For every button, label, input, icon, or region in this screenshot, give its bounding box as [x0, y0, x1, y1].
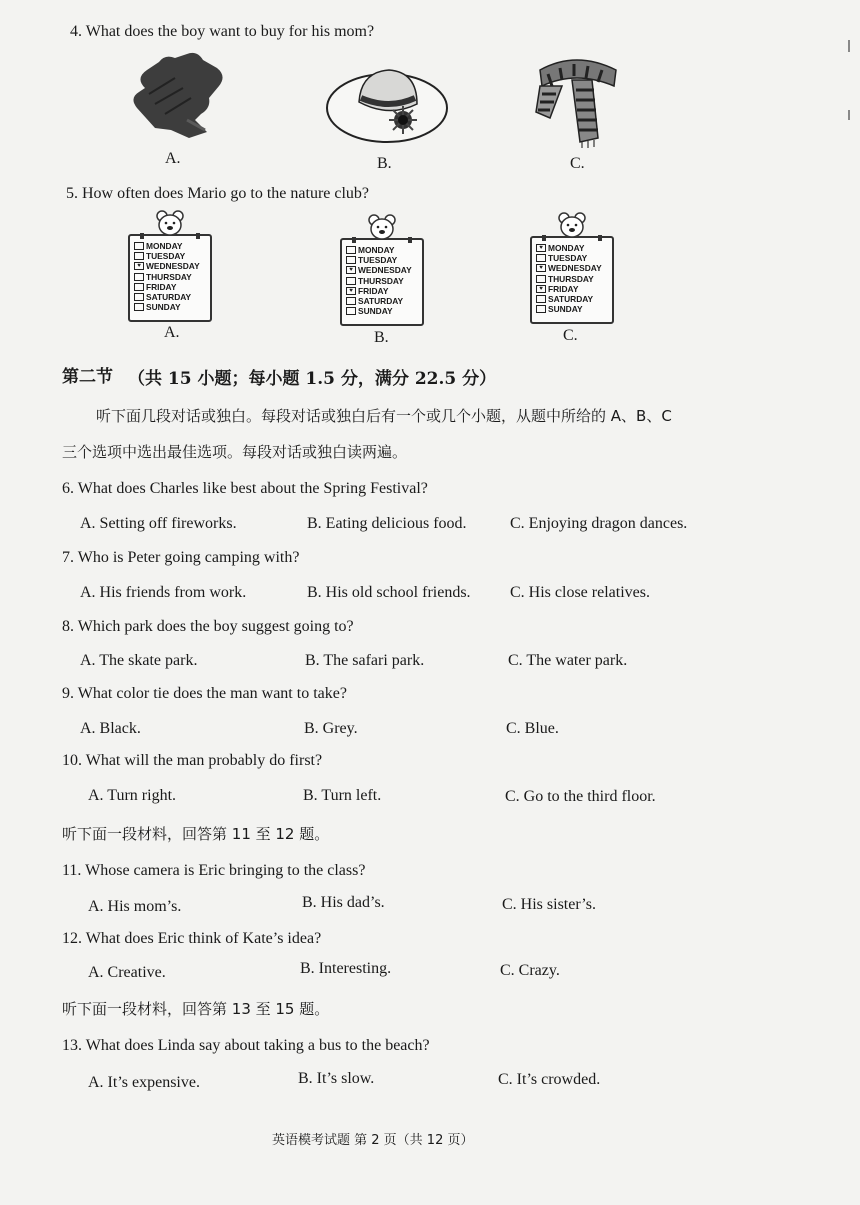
calendar-day: [346, 265, 422, 275]
bear-icon: [558, 212, 586, 238]
day-label: TUESDAY: [146, 251, 186, 262]
option-a: A. His friends from work.: [80, 584, 247, 601]
option-a: A. Setting off fireworks.: [80, 515, 237, 532]
calendar-day: [536, 284, 612, 294]
calendar-day: [346, 276, 422, 286]
checked-box-icon: ♥: [536, 244, 546, 252]
section-instruction: 三个选项中选出最佳选项。每段对话或独白读两遍。: [62, 443, 408, 461]
empty-box-icon: [536, 254, 546, 262]
bear-icon: [368, 214, 396, 240]
empty-box-icon: [536, 295, 546, 303]
empty-box-icon: [536, 275, 546, 283]
option-label: C.: [570, 155, 585, 172]
day-label: FRIDAY: [146, 281, 177, 292]
gloves-icon: [125, 48, 235, 140]
option-a: A. It’s expensive.: [88, 1074, 200, 1091]
option-c: C. Go to the third floor.: [505, 788, 656, 805]
section-scoring: （共 15 小题；每小题 1.5 分，满分 22.5 分）: [128, 369, 497, 389]
listening-note: 听下面一段材料，回答第 13 至 15 题。: [62, 1000, 330, 1018]
calendar-day: [536, 243, 612, 253]
question-10: 10. What will the man probably do first?: [62, 752, 323, 769]
question-9: 9. What color tie does the man want to take?: [62, 685, 347, 702]
day-label: WEDNESDAY: [358, 265, 412, 276]
option-c: C. Enjoying dragon dances.: [510, 515, 688, 532]
calendar-day: [536, 274, 612, 284]
calendar-day: [134, 241, 210, 251]
day-label: SUNDAY: [358, 306, 393, 317]
bear-icon: [156, 210, 184, 236]
option-b: B. It’s slow.: [298, 1070, 375, 1087]
scan-edge-mark: [848, 110, 850, 120]
day-label: SATURDAY: [146, 291, 192, 302]
section-instruction: 听下面几段对话或独白。每段对话或独白后有一个或几个小题，从题中所给的 A、B、C: [96, 407, 672, 425]
day-label: SUNDAY: [146, 302, 181, 313]
calendar-day: [134, 292, 210, 302]
weekly-calendar: [128, 234, 212, 322]
weekly-calendar: [340, 238, 424, 326]
hat-icon: [325, 66, 450, 150]
option-a: A. Creative.: [88, 964, 166, 981]
day-label: FRIDAY: [358, 285, 389, 296]
day-label: THURSDAY: [548, 273, 594, 284]
checked-box-icon: ♥: [536, 285, 546, 293]
day-label: MONDAY: [548, 243, 585, 253]
calendar-day: [346, 245, 422, 255]
option-c: C. His sister’s.: [502, 896, 596, 913]
option-b: B. Grey.: [304, 720, 358, 737]
calendar-day: [134, 302, 210, 312]
day-label: TUESDAY: [358, 255, 398, 266]
checked-box-icon: ♥: [134, 262, 144, 270]
day-label: WEDNESDAY: [548, 263, 602, 274]
option-a: A. His mom’s.: [88, 898, 182, 915]
day-label: MONDAY: [358, 245, 395, 255]
option-a: A. Turn right.: [88, 787, 177, 804]
day-label: TUESDAY: [548, 253, 588, 264]
option-c: C. Crazy.: [500, 962, 560, 979]
option-label: A.: [165, 150, 181, 167]
option-b: B. His dad’s.: [302, 894, 385, 911]
option-c: C. It’s crowded.: [498, 1071, 601, 1088]
empty-box-icon: [134, 242, 144, 250]
day-label: MONDAY: [146, 241, 183, 251]
weekly-calendar: [530, 236, 614, 324]
day-label: FRIDAY: [548, 283, 579, 294]
page-footer: 英语模考试题 第 2 页（共 12 页）: [272, 1133, 474, 1148]
question-13: 13. What does Linda say about taking a bus to the beach?: [62, 1037, 430, 1054]
option-c: C. His close relatives.: [510, 584, 650, 601]
option-c: C. Blue.: [506, 720, 559, 737]
option-b: B. His old school friends.: [307, 584, 471, 601]
option-label: A.: [164, 324, 180, 341]
day-label: SATURDAY: [358, 295, 404, 306]
empty-box-icon: [346, 246, 356, 254]
calendar-day: [134, 261, 210, 271]
calendar-day: [536, 294, 612, 304]
calendar-day: [346, 306, 422, 316]
option-label: C.: [563, 327, 578, 344]
option-b: B. Interesting.: [300, 960, 392, 977]
question-5: 5. How often does Mario go to the nature club?: [66, 185, 370, 202]
option-b: B. The safari park.: [305, 652, 425, 669]
empty-box-icon: [346, 297, 356, 305]
option-label: B.: [377, 155, 392, 172]
day-label: WEDNESDAY: [146, 261, 200, 272]
calendar-day: [346, 286, 422, 296]
empty-box-icon: [134, 293, 144, 301]
calendar-day: [134, 251, 210, 261]
empty-box-icon: [134, 273, 144, 281]
scarf-icon: [532, 52, 622, 148]
checked-box-icon: ♥: [536, 264, 546, 272]
scan-edge-mark: [848, 40, 850, 52]
calendar-day: [134, 282, 210, 292]
checked-box-icon: ♥: [346, 266, 356, 274]
question-8: 8. Which park does the boy suggest going to?: [62, 618, 354, 635]
calendar-day: [536, 304, 612, 314]
empty-box-icon: [134, 252, 144, 260]
question-7: 7. Who is Peter going camping with?: [62, 549, 300, 566]
option-b: B. Eating delicious food.: [307, 515, 467, 532]
question-4: 4. What does the boy want to buy for his mom?: [70, 23, 375, 40]
empty-box-icon: [134, 283, 144, 291]
empty-box-icon: [346, 256, 356, 264]
option-a: A. Black.: [80, 720, 141, 737]
day-label: THURSDAY: [146, 271, 192, 282]
calendar-day: [536, 253, 612, 263]
calendar-day: [346, 255, 422, 265]
empty-box-icon: [346, 307, 356, 315]
calendar-day: [536, 263, 612, 273]
calendar-day: [346, 296, 422, 306]
day-label: SATURDAY: [548, 293, 594, 304]
option-label: B.: [374, 329, 389, 346]
option-c: C. The water park.: [508, 652, 628, 669]
question-11: 11. Whose camera is Eric bringing to the class?: [62, 862, 366, 879]
day-label: SUNDAY: [548, 304, 583, 315]
question-12: 12. What does Eric think of Kate’s idea?: [62, 930, 322, 947]
option-b: B. Turn left.: [303, 787, 382, 804]
day-label: THURSDAY: [358, 275, 404, 286]
calendar-day: [134, 272, 210, 282]
empty-box-icon: [346, 277, 356, 285]
option-a: A. The skate park.: [80, 652, 198, 669]
section-title: 第二节: [62, 367, 113, 387]
empty-box-icon: [536, 305, 546, 313]
listening-note: 听下面一段材料，回答第 11 至 12 题。: [62, 825, 330, 843]
question-6: 6. What does Charles like best about the Spring Festival?: [62, 480, 428, 497]
checked-box-icon: ♥: [346, 287, 356, 295]
empty-box-icon: [134, 303, 144, 311]
